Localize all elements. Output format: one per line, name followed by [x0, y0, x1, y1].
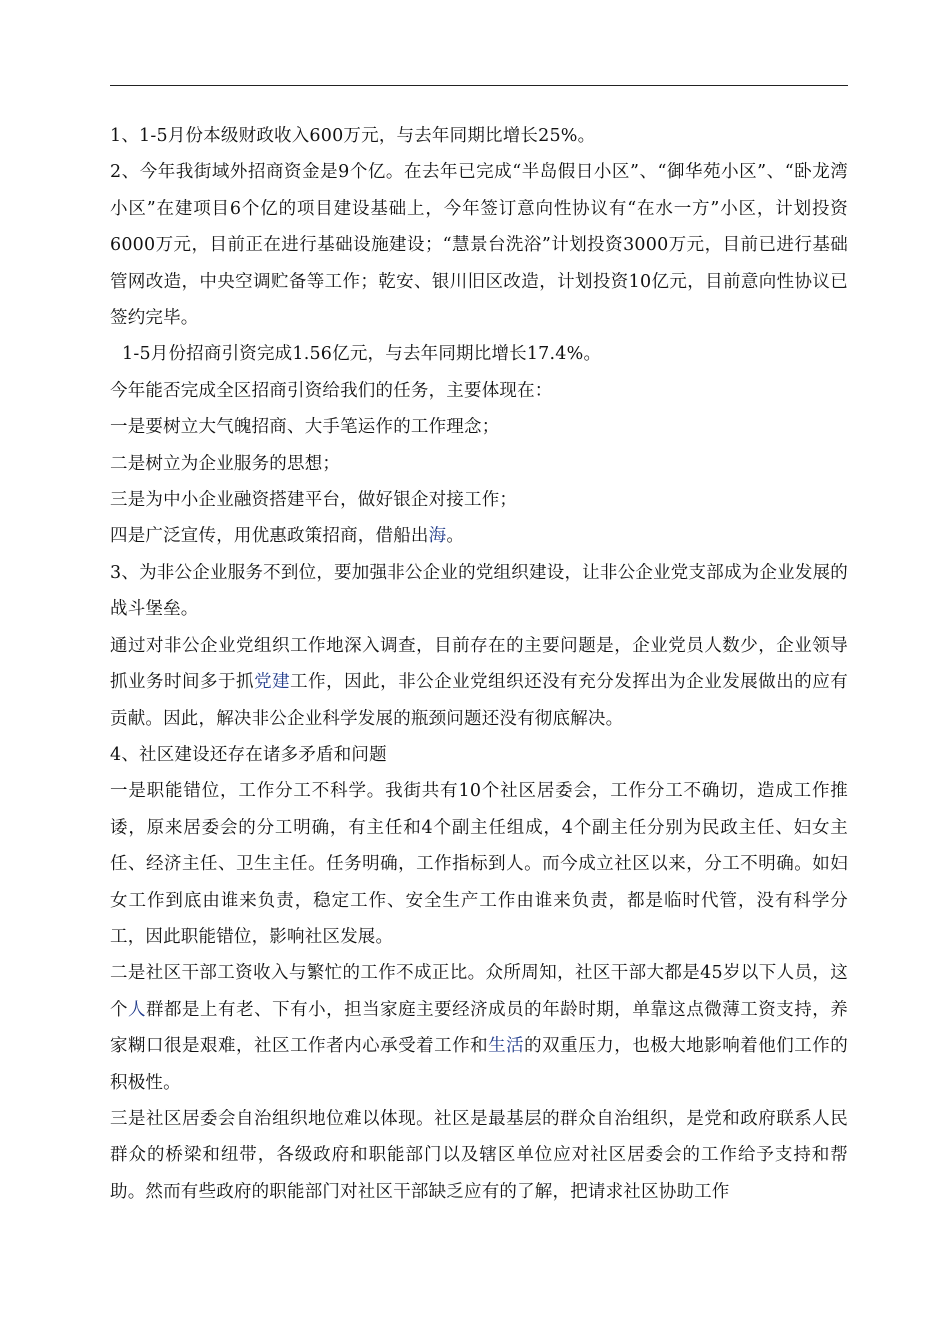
document-body — [110, 118, 848, 1210]
paragraph-text: 3、为非公企业服务不到位，要加强非公企业的党组织建设，让非公企业党支部成为企业发展的战斗堡垒。 — [110, 562, 848, 620]
paragraph — [110, 628, 848, 737]
paragraph — [110, 518, 848, 554]
paragraph-text: 。 — [446, 526, 465, 547]
paragraph — [110, 773, 848, 955]
paragraph-text: 今年能否完成全区招商引资给我们的任务，主要体现在： — [110, 380, 553, 401]
paragraph-text: 1-5月份招商引资完成1.56亿元，与去年同期比增长17.4%。 — [122, 344, 602, 365]
paragraph — [110, 555, 848, 628]
paragraph-text: 的双重压力，也极大地影响着他们工作的积极性。 — [110, 1036, 848, 1093]
paragraph-text: 2、今年我街域外招商资金是9个亿。在去年已完成“半岛假日小区”、“御华苑小区”、“卧龙湾小区”在建项目6个亿的项目建设基础上，今年签订意向性协议有“在水一方”小区，计划投资6000万元，目前正在进行基础设施建设；“慧景台洗浴”计划投资3000万元，目前已进行基础管网改造，中央空调贮备等工作；乾安、银川旧区改造，计划投资10亿元，目前意向性协议已签约完毕。 — [110, 162, 848, 329]
paragraph-text: 二是树立为企业服务的思想； — [110, 453, 341, 474]
paragraph — [110, 737, 848, 773]
paragraph — [110, 446, 848, 482]
header-rule — [110, 85, 848, 86]
inline-link[interactable]: 党建 — [254, 672, 291, 693]
paragraph-text: 一是职能错位，工作分工不科学。我街共有10个社区居委会，工作分工不确切，造成工作推诿，原来居委会的分工明确，有主任和4个副主任组成，4个副主任分别为民政主任、妇女主任、经济主任、卫生主任。任务明确，工作指标到人。而今成立社区以来，分工不明确。如妇女工作到底由谁来负责，稳定工作、安全生产工作由谁来负责，都是临时代管，没有科学分工，因此职能错位，影响社区发展。 — [110, 781, 848, 947]
paragraph-text: 4、社区建设还存在诸多矛盾和问题 — [110, 744, 387, 765]
paragraph-text: 工作，因此，非公企业党组织还没有充分发挥出为企业发展做出的应有贡献。因此，解决非公企业科学发展的瓶颈问题还没有彻底解决。 — [110, 672, 848, 729]
inline-link[interactable]: 人 — [128, 999, 147, 1020]
paragraph-text: 群都是上有老、下有小，担当家庭主要经济成员的年龄时期，单靠这点微薄工资支持，养家糊口很是艰难，社区工作者内心承受着工作和 — [110, 999, 849, 1057]
paragraph-text: 四是广泛宣传，用优惠政策招商，借船出 — [110, 526, 429, 547]
paragraph — [110, 336, 848, 372]
paragraph-text: 三是社区居委会自治组织地位难以体现。社区是最基层的群众自治组织，是党和政府联系人民群众的桥梁和纽带，各级政府和职能部门以及辖区单位应对社区居委会的工作给予支持和帮助。然而有些政府的职能部门对社区干部缺乏应有的了解，把请求社区协助工作 — [110, 1108, 848, 1202]
paragraph — [110, 118, 848, 154]
paragraph — [110, 154, 848, 336]
paragraph-text: 1、1-5月份本级财政收入600万元，与去年同期比增长25%。 — [110, 126, 596, 146]
paragraph — [110, 482, 848, 518]
paragraph — [110, 373, 848, 409]
paragraph-text: 三是为中小企业融资搭建平台，做好银企对接工作； — [110, 490, 518, 511]
paragraph-text: 二是社区干部工资收入与繁忙的工作不成正比。众所周知，社区干部大都是45岁以下人员，这个 — [110, 963, 848, 1020]
inline-link[interactable]: 生活 — [488, 1036, 525, 1057]
paragraph — [110, 1101, 848, 1210]
paragraph-text: 通过对非公企业党组织工作地深入调查，目前存在的主要问题是，企业党员人数少，企业领导抓业务时间多于抓 — [110, 635, 848, 693]
inline-link[interactable]: 海 — [428, 526, 447, 547]
paragraph-text: 一是要树立大气魄招商、大手笔运作的工作理念； — [110, 417, 500, 438]
paragraph — [110, 409, 848, 445]
paragraph — [110, 955, 848, 1101]
